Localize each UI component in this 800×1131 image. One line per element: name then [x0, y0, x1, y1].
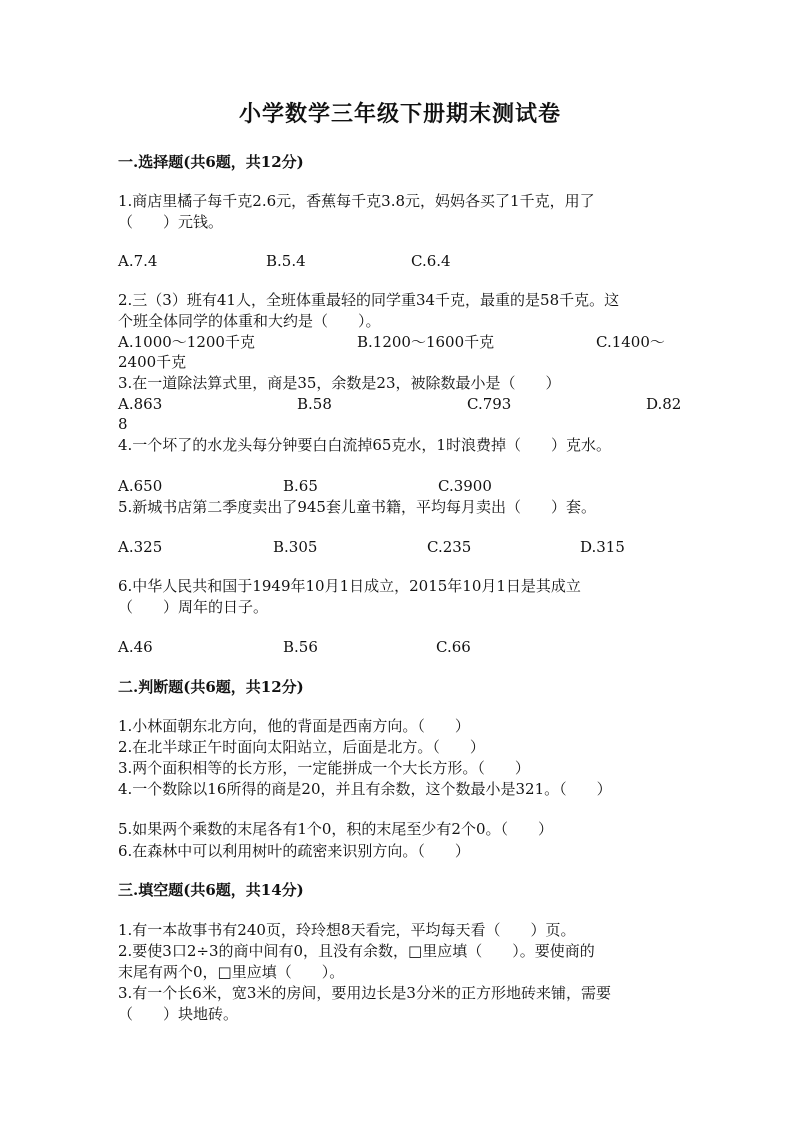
question-1-1-text: 1.商店里橘子每千克2.6元，香蕉每千克3.8元，妈妈各买了1千克，用了	[118, 192, 595, 210]
section-heading-true-false: 二.判断题(共6题，共12分)	[118, 678, 304, 696]
question-1-4-option-b: B.65	[283, 477, 318, 495]
question-1-4-text: 4.一个坏了的水龙头每分钟要白白流掉65克水，1时浪费掉（ ）克水。	[118, 436, 611, 454]
question-1-2-text-cont: 个班全体同学的体重和大约是（ ）。	[118, 312, 381, 330]
question-1-5-option-d: D.315	[580, 538, 625, 556]
question-1-3-option-d: D.82	[646, 395, 682, 413]
section-heading-fill-in: 三.填空题(共6题，共14分)	[118, 881, 304, 899]
fill-in-question-3: 3.有一个长6米，宽3米的房间，要用边长是3分米的正方形地砖来铺，需要	[118, 984, 611, 1002]
true-false-item: 3.两个面积相等的长方形，一定能拼成一个大长方形。（ ）	[118, 759, 530, 777]
fill-in-question-2: 2.要使3口2÷3的商中间有0，且没有余数，□里应填（ ）。要使商的	[118, 942, 595, 960]
true-false-item: 4.一个数除以16所得的商是20，并且有余数，这个数最小是321。（ ）	[118, 780, 612, 798]
true-false-item: 1.小林面朝东北方向，他的背面是西南方向。（ ）	[118, 717, 470, 735]
question-1-5-option-a: A.325	[118, 538, 163, 556]
question-1-1-option-c: C.6.4	[411, 252, 451, 270]
question-1-1-option-a: A.7.4	[118, 252, 158, 270]
question-1-4-option-c: C.3900	[438, 477, 492, 495]
true-false-item: 2.在北半球正午时面向太阳站立，后面是北方。（ ）	[118, 738, 485, 756]
page-title: 小学数学三年级下册期末测试卷	[238, 101, 561, 127]
true-false-item: 5.如果两个乘数的末尾各有1个0，积的末尾至少有2个0。（ ）	[118, 820, 553, 838]
question-1-6-option-a: A.46	[118, 638, 153, 656]
fill-in-question-2-cont: 末尾有两个0，□里应填（ ）。	[118, 963, 345, 981]
question-1-2-text: 2.三（3）班有41人，全班体重最轻的同学重34千克，最重的是58千克。这	[118, 291, 620, 309]
question-1-2-option-c: C.1400～	[596, 333, 665, 351]
section-heading-multiple-choice: 一.选择题(共6题，共12分)	[118, 153, 304, 171]
question-1-5-option-b: B.305	[273, 538, 318, 556]
question-1-2-option-b: B.1200～1600千克	[357, 333, 495, 351]
question-1-6-text-cont: （ ）周年的日子。	[118, 598, 269, 616]
true-false-item: 6.在森林中可以利用树叶的疏密来识别方向。（ ）	[118, 842, 470, 860]
question-1-6-option-c: C.66	[436, 638, 471, 656]
question-1-1-option-b: B.5.4	[266, 252, 306, 270]
question-1-5-option-c: C.235	[427, 538, 472, 556]
question-1-6-text: 6.中华人民共和国于1949年10月1日成立，2015年10月1日是其成立	[118, 577, 581, 595]
question-1-2-option-c-wrap: 2400千克	[118, 353, 187, 371]
question-1-3-text: 3.在一道除法算式里，商是35，余数是23，被除数最小是（ ）	[118, 374, 561, 392]
question-1-5-text: 5.新城书店第二季度卖出了945套儿童书籍，平均每月卖出（ ）套。	[118, 498, 596, 516]
question-1-4-option-a: A.650	[118, 477, 163, 495]
question-1-3-option-b: B.58	[297, 395, 332, 413]
question-1-3-option-d-wrap: 8	[118, 415, 128, 433]
fill-in-question-3-cont: （ ）块地砖。	[118, 1005, 239, 1023]
fill-in-question-1: 1.有一本故事书有240页，玲玲想8天看完，平均每天看（ ）页。	[118, 921, 576, 939]
question-1-3-option-c: C.793	[467, 395, 512, 413]
question-1-3-option-a: A.863	[118, 395, 163, 413]
question-1-2-option-a: A.1000～1200千克	[118, 333, 255, 351]
question-1-6-option-b: B.56	[283, 638, 318, 656]
question-1-1-text-cont: （ ）元钱。	[118, 213, 224, 231]
